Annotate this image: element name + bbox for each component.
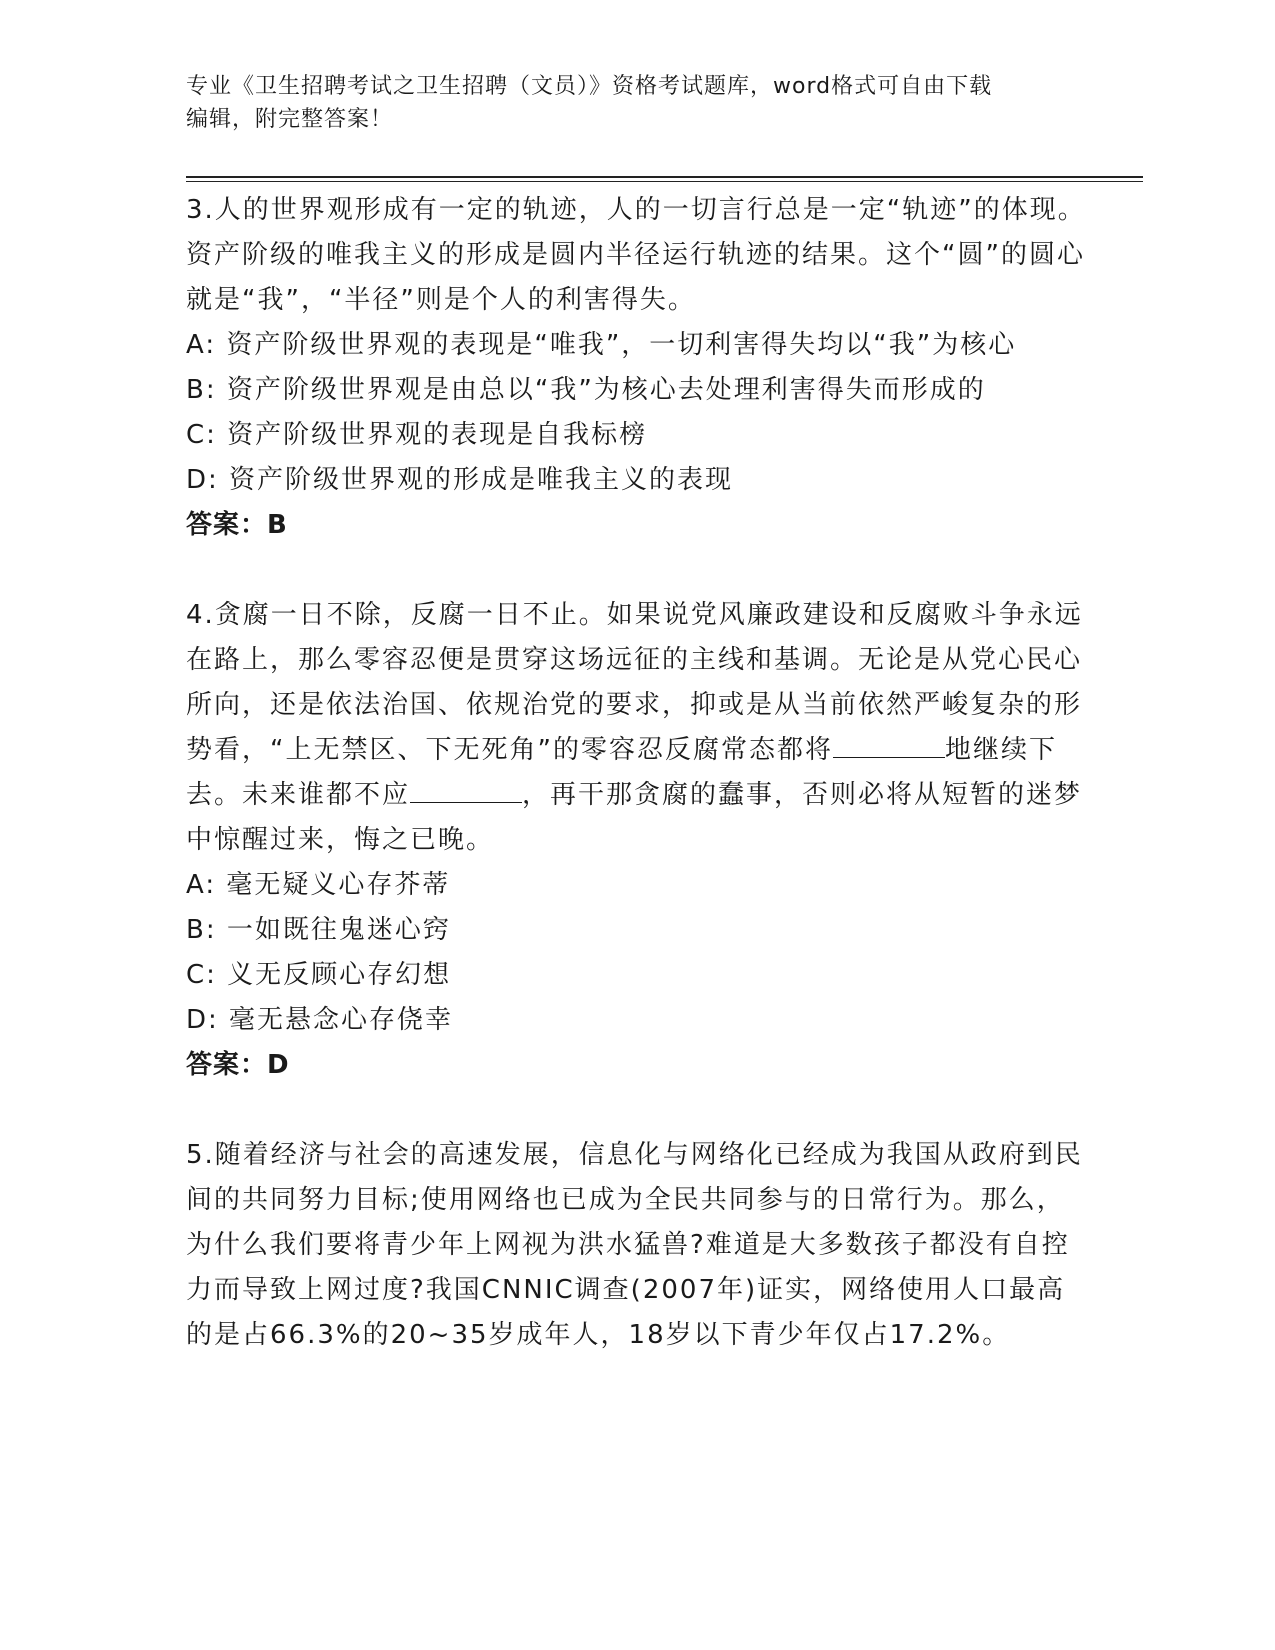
- option-b: B: 资产阶级世界观是由总以“我”为核心去处理利害得失而形成的: [186, 375, 986, 405]
- question-spacer: [186, 548, 1086, 593]
- fill-blank-1: [833, 731, 945, 758]
- question-stem-part-2: 地继续下去。未来谁都不应: [186, 735, 1057, 810]
- question-stem: [186, 593, 1086, 863]
- option-c: C: 资产阶级世界观的表现是自我标榜: [186, 420, 648, 450]
- question-list: [186, 188, 1086, 1358]
- document-header: [186, 70, 1066, 136]
- question-5: [186, 1133, 1086, 1358]
- header-line-2: 编辑，附完整答案！: [186, 107, 394, 132]
- question-stem: 3.人的世界观形成有一定的轨迹，人的一切言行总是一定“轨迹”的体现。资产阶级的唯我主义的形成是圆内半径运行轨迹的结果。这个“圆”的圆心就是“我”，“半径”则是个人的利害得失。: [186, 195, 1086, 315]
- question-stem-part-3: ，再干那贪腐的蠢事，否则必将从短暂的迷梦中惊醒过来，悔之已晚。: [186, 780, 1083, 855]
- option-b: B: 一如既往鬼迷心窍: [186, 915, 451, 945]
- question-stem-part-1: 4.贪腐一日不除，反腐一日不止。如果说党风廉政建设和反腐败斗争永远在路上，那么零容忍便是贯穿这场远征的主线和基调。无论是从党心民心所向，还是依法治国、依规治党的要求，抑或是从当前依然严峻复杂的形势看，“上无禁区、下无死角”的零容忍反腐常态都将: [186, 600, 1083, 765]
- header-divider-thin: [186, 181, 1143, 182]
- question-spacer: [186, 1088, 1086, 1133]
- question-stem: 5.随着经济与社会的高速发展，信息化与网络化已经成为我国从政府到民间的共同努力目标;使用网络也已成为全民共同参与的日常行为。那么，为什么我们要将青少年上网视为洪水猛兽?难道是大多数孩子都没有自控力而导致上网过度?我国CNNIC调查(2007年)证实，网络使用人口最高的是占66.3%的20~35岁成年人，18岁以下青少年仅占17.2%。: [186, 1140, 1083, 1350]
- option-d: D: 资产阶级世界观的形成是唯我主义的表现: [186, 465, 734, 495]
- option-d: D: 毫无悬念心存侥幸: [186, 1005, 454, 1035]
- question-3: [186, 188, 1086, 548]
- answer-line: 答案：D: [186, 1050, 290, 1080]
- fill-blank-2: [410, 776, 522, 803]
- header-divider-thick: [186, 176, 1143, 178]
- header-line-1: 专业《卫生招聘考试之卫生招聘（文员）》资格考试题库，word格式可自由下载: [186, 74, 993, 99]
- option-a: A: 资产阶级世界观的表现是“唯我”，一切利害得失均以“我”为核心: [186, 330, 1017, 360]
- question-4: [186, 593, 1086, 1088]
- answer-line: 答案：B: [186, 510, 288, 540]
- option-c: C: 义无反顾心存幻想: [186, 960, 452, 990]
- option-a: A: 毫无疑义心存芥蒂: [186, 870, 451, 900]
